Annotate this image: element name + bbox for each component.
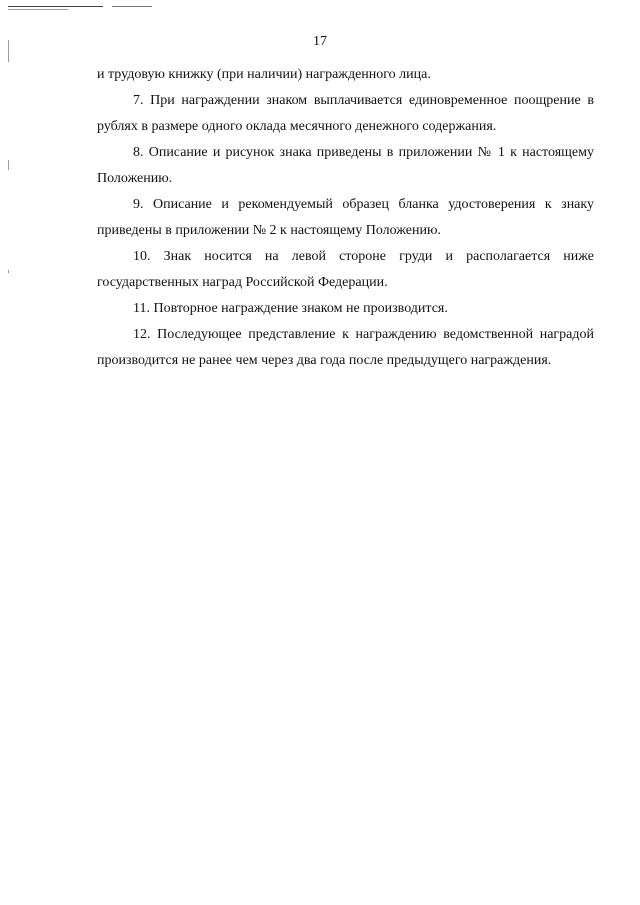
paragraph-item-12: 12. Последующее представление к награждению ведомственной наградой производится не ранее чем через два года после предыдущего награждения. (97, 327, 594, 368)
scan-artifact-line (8, 9, 68, 10)
paragraph-item-7: 7. При награждении знаком выплачивается единовременное поощрение в рублях в размере одного оклада месячного денежного содержания. (97, 93, 594, 134)
scan-artifact-line (112, 6, 152, 7)
paragraph-item-8: 8. Описание и рисунок знака приведены в приложении № 1 к настоящему Положению. (97, 145, 594, 186)
paragraph-item-10: 10. Знак носится на левой стороне груди и располагается ниже государственных наград Российской Федерации. (97, 249, 594, 290)
paragraph-continuation: и трудовую книжку (при наличии) награжденного лица. (97, 67, 431, 82)
scan-edge-mark (8, 160, 9, 170)
paragraph-item-11: 11. Повторное награждение знаком не производится. (133, 301, 448, 316)
scan-artifact-line (8, 6, 103, 7)
scan-edge-mark (8, 270, 9, 273)
document-body (97, 62, 594, 374)
paragraph-item-9: 9. Описание и рекомендуемый образец бланка удостоверения к знаку приведены в приложении № 2 к настоящему Положению. (97, 197, 594, 238)
page-number: 17 (313, 34, 327, 49)
